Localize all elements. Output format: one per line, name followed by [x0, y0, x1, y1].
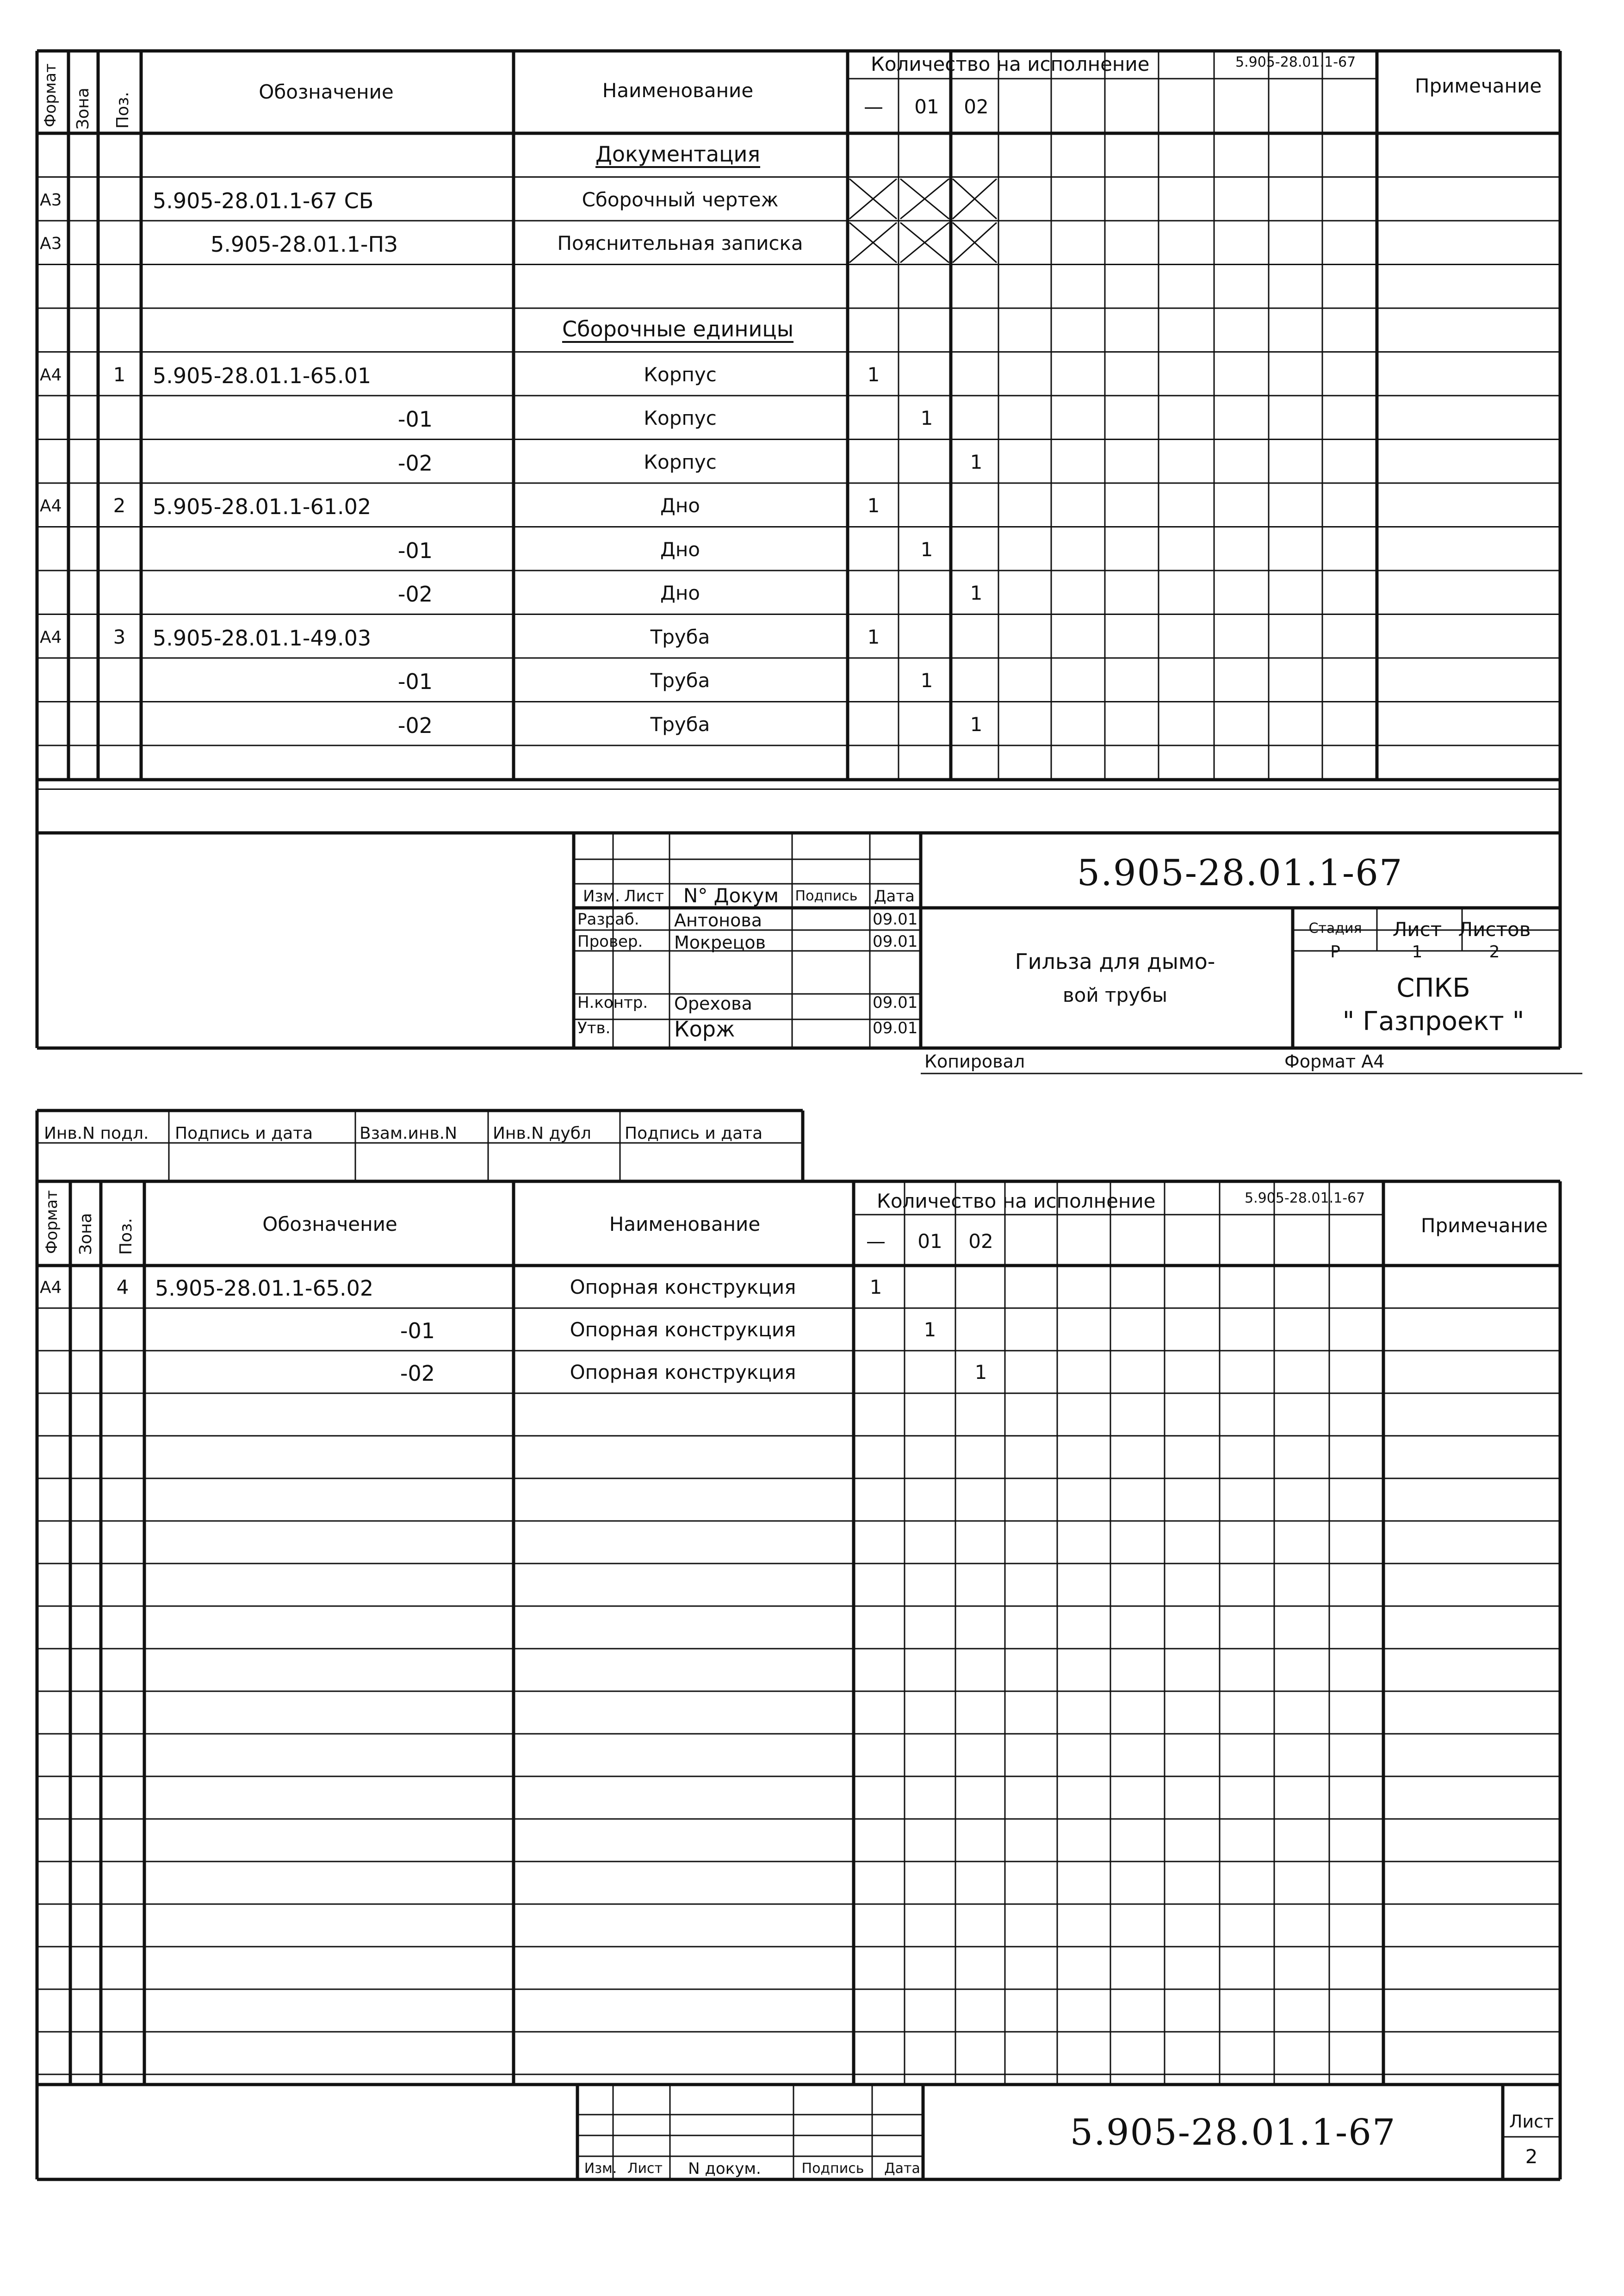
row-name: Труба — [650, 625, 710, 648]
title-line-2: вой трубы — [1062, 984, 1168, 1006]
tb1-izm: Изм. — [583, 887, 620, 906]
header-col-0: — — [864, 95, 883, 118]
row-qty-01: 1 — [924, 1318, 936, 1341]
row-name: Корпус — [644, 407, 717, 429]
row-format: А3 — [40, 190, 62, 210]
row-name: Пояснительная записка — [557, 232, 803, 254]
row-qty-0: 1 — [867, 625, 880, 648]
row-qty-0: 1 — [867, 363, 880, 386]
tb2-date: Дата — [884, 2160, 920, 2177]
header-col-02: 02 — [964, 95, 989, 118]
sheet-label: Лист — [1392, 918, 1442, 941]
tb2-list: Лист — [627, 2160, 663, 2177]
row-format: А4 — [40, 627, 62, 647]
header-format: Формат — [41, 63, 60, 127]
role-date: 09.01 — [873, 932, 918, 951]
row-designation: -02 — [397, 713, 433, 738]
row-name: Дно — [660, 494, 700, 517]
row-designation: 5.905-28.01.1-65.02 — [155, 1276, 374, 1301]
row-pos: 3 — [113, 625, 126, 648]
tb1-list: Лист — [624, 887, 664, 906]
header-col-01: 01 — [914, 95, 939, 118]
title-code-2: 5.905-28.01.1-67 — [1070, 2112, 1396, 2153]
header2-name: Наименование — [609, 1213, 761, 1235]
row-designation: -01 — [397, 538, 433, 563]
row-name: Корпус — [644, 363, 717, 386]
role-date: 09.01 — [873, 1019, 918, 1037]
row-name: Опорная конструкция — [570, 1318, 796, 1341]
row-format: А3 — [40, 234, 62, 253]
org-line-2: " Газпроект " — [1342, 1006, 1525, 1036]
row-name: Сборочный чертеж — [582, 188, 779, 211]
header-designation: Обозначение — [259, 81, 394, 103]
role-label: Разраб. — [577, 910, 639, 929]
row-qty-0: 1 — [867, 494, 880, 517]
header2-note: Примечание — [1420, 1214, 1548, 1237]
row-qty-01: 1 — [920, 538, 933, 561]
stamp-vzam-inv: Взам.инв.N — [360, 1124, 458, 1143]
org-line-1: СПКБ — [1396, 973, 1470, 1003]
row-designation: -01 — [397, 407, 433, 432]
header2-zone: Зона — [76, 1213, 95, 1255]
row-pos: 1 — [113, 363, 126, 386]
row-qty-01: 1 — [920, 669, 933, 692]
tb2-sign: Подпись — [801, 2160, 864, 2177]
row-qty-02: 1 — [970, 582, 983, 604]
row-pos: 4 — [116, 1276, 129, 1298]
header-qty-doc: 5.905-28.01.1-67 — [1235, 54, 1356, 70]
sheets-label: Листов — [1458, 918, 1531, 941]
row-pos: 2 — [113, 494, 126, 517]
header2-col-0: — — [866, 1230, 886, 1253]
stamp-sign-date-1: Подпись и дата — [175, 1124, 313, 1143]
row-designation: -02 — [397, 582, 433, 607]
header2-qty-doc: 5.905-28.01.1-67 — [1245, 1190, 1365, 1206]
row-designation: 5.905-28.01.1-65.01 — [153, 363, 372, 388]
role-label: Н.контр. — [577, 993, 648, 1012]
header2-col-02: 02 — [968, 1230, 993, 1253]
stamp-inv-dubl: Инв.N дубл — [493, 1124, 591, 1143]
row-designation: 5.905-28.01.1-67 СБ — [153, 188, 374, 213]
row-qty-01: 1 — [920, 407, 933, 429]
tb2-sheet-label: Лист — [1509, 2111, 1554, 2132]
header2-col-01: 01 — [917, 1230, 942, 1253]
row-format: А4 — [40, 496, 62, 515]
row-designation: 5.905-28.01.1-ПЗ — [211, 232, 398, 257]
sheet2-lines — [37, 1111, 1560, 2179]
tb2-sheet-value: 2 — [1525, 2145, 1538, 2168]
role-person: Корж — [674, 1017, 735, 1042]
role-person: Антонова — [674, 910, 762, 931]
row-name: Опорная конструкция — [570, 1361, 796, 1384]
stamp-sign-date-2: Подпись и дата — [625, 1124, 763, 1143]
row-name: Опорная конструкция — [570, 1276, 796, 1298]
role-person: Мокрецов — [674, 932, 766, 953]
header2-designation: Обозначение — [262, 1213, 397, 1235]
row-name: Дно — [660, 582, 700, 604]
section-heading: Сборочные единицы — [562, 316, 794, 341]
tb1-sign: Подпись — [795, 888, 858, 904]
row-qty-02: 1 — [970, 450, 983, 473]
role-date: 09.01 — [873, 910, 918, 929]
stage-label: Стадия — [1308, 920, 1362, 937]
row-name: Труба — [650, 669, 710, 692]
header2-qty-title: Количество на исполнение — [877, 1190, 1156, 1212]
tb1-ndoc: N° Докум — [683, 884, 779, 907]
header-pos: Поз. — [113, 92, 132, 129]
row-designation: -02 — [397, 450, 433, 476]
sheets-value: 2 — [1489, 943, 1500, 962]
header-zone: Зона — [74, 87, 93, 130]
role-label: Провер. — [577, 932, 643, 951]
header-note: Примечание — [1414, 74, 1542, 97]
row-name: Дно — [660, 538, 700, 561]
tb2-izm: Изм. — [584, 2160, 617, 2177]
header-name: Наименование — [602, 79, 754, 102]
row-designation: 5.905-28.01.1-61.02 — [153, 494, 372, 519]
row-format: А4 — [40, 1278, 62, 1297]
header2-pos: Поз. — [117, 1218, 136, 1255]
stage-value: Р — [1330, 943, 1340, 962]
header2-format: Формат — [43, 1190, 61, 1254]
row-designation: -01 — [397, 669, 433, 694]
footer-copied: Копировал — [924, 1051, 1025, 1072]
row-name: Труба — [650, 713, 710, 736]
row-format: А4 — [40, 365, 62, 385]
footer-format: Формат А4 — [1284, 1051, 1385, 1072]
section-heading: Документация — [595, 142, 761, 167]
row-qty-02: 1 — [970, 713, 983, 736]
tb2-ndoc: N докум. — [688, 2159, 761, 2178]
title-line-1: Гильза для дымо- — [1015, 949, 1215, 974]
role-date: 09.01 — [873, 993, 918, 1012]
row-designation: -01 — [400, 1318, 435, 1343]
role-label: Утв. — [577, 1019, 611, 1037]
stamp-inv-podl: Инв.N подл. — [44, 1124, 149, 1143]
role-person: Орехова — [674, 993, 752, 1014]
tb1-date: Дата — [874, 887, 915, 906]
row-qty-02: 1 — [974, 1361, 987, 1384]
row-qty-0: 1 — [869, 1276, 882, 1298]
row-name: Корпус — [644, 450, 717, 473]
header-qty-title: Количество на исполнение — [871, 53, 1150, 75]
title-code-1: 5.905-28.01.1-67 — [1077, 852, 1403, 894]
sheet-value: 1 — [1412, 943, 1423, 962]
row-designation: -02 — [400, 1361, 435, 1386]
row-designation: 5.905-28.01.1-49.03 — [153, 625, 372, 651]
